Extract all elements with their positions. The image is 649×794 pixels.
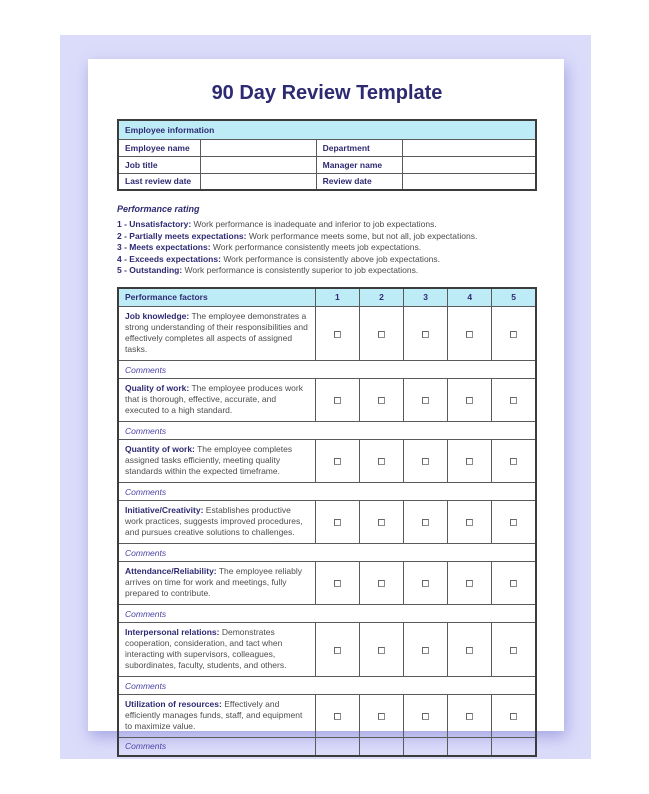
checkbox-icon[interactable]: [334, 647, 341, 654]
checkbox-icon[interactable]: [422, 647, 429, 654]
table-row: [118, 173, 536, 190]
rating-checkbox-cell[interactable]: [359, 501, 403, 544]
rating-column-4: 4: [448, 288, 492, 307]
factor-description: Job knowledge: The employee demonstrates a strong understanding of their responsibilities and effectively completes all aspects of assigned tasks.: [118, 307, 315, 361]
rating-checkbox-cell[interactable]: [315, 501, 359, 544]
rating-checkbox-cell[interactable]: [448, 501, 492, 544]
checkbox-icon[interactable]: [422, 580, 429, 587]
comments-row: [118, 483, 536, 501]
checkbox-icon[interactable]: [378, 580, 385, 587]
rating-checkbox-cell[interactable]: [448, 379, 492, 422]
checkbox-icon[interactable]: [466, 647, 473, 654]
employee-name-field[interactable]: [201, 139, 316, 156]
rating-checkbox-cell[interactable]: [404, 501, 448, 544]
last-review-date-field[interactable]: [201, 173, 316, 190]
page-title: 90 Day Review Template: [211, 82, 443, 104]
checkbox-icon[interactable]: [466, 580, 473, 587]
rating-level-4: 4 - Exceeds expectations: Work performance is consistently above job expectations.: [117, 253, 441, 264]
rating-checkbox-cell[interactable]: [492, 379, 536, 422]
rating-checkbox-cell[interactable]: [492, 562, 536, 605]
performance-rating-section: [117, 204, 537, 277]
checkbox-icon[interactable]: [510, 519, 517, 526]
checkbox-icon[interactable]: [378, 647, 385, 654]
table-row: [118, 139, 536, 156]
factor-description: Initiative/Creativity: Establishes productive work practices, suggests improved procedures, and pursues creative solutions to challenges.: [118, 501, 315, 544]
checkbox-icon[interactable]: [510, 331, 517, 338]
rating-checkbox-cell[interactable]: [359, 379, 403, 422]
checkbox-icon[interactable]: [334, 713, 341, 720]
job-title-label: Job title: [118, 156, 201, 173]
empty-rating-cell[interactable]: [404, 738, 448, 756]
manager-name-label: Manager name: [316, 156, 403, 173]
rating-checkbox-cell[interactable]: [404, 379, 448, 422]
empty-rating-cell[interactable]: [359, 738, 403, 756]
checkbox-icon[interactable]: [510, 647, 517, 654]
checkbox-icon[interactable]: [466, 397, 473, 404]
table-row: [118, 156, 536, 173]
employee-info-table: [117, 119, 537, 191]
comments-row: [118, 422, 536, 440]
rating-checkbox-cell[interactable]: [492, 623, 536, 677]
checkbox-icon[interactable]: [466, 713, 473, 720]
rating-column-2: 2: [359, 288, 403, 307]
employee-info-header-row: [118, 120, 536, 139]
checkbox-icon[interactable]: [422, 519, 429, 526]
rating-checkbox-cell[interactable]: [448, 695, 492, 738]
department-field[interactable]: [403, 139, 536, 156]
review-date-label: Review date: [316, 173, 403, 190]
factor-description: Attendance/Reliability: The employee reliably arrives on time for work and meetings, fully prepared to contribute.: [118, 562, 315, 605]
checkbox-icon[interactable]: [378, 458, 385, 465]
comments-cell[interactable]: Comments: [118, 677, 536, 695]
rating-level-1: 1 - Unsatisfactory: Work performance is inadequate and inferior to job expectations.: [117, 219, 437, 229]
factor-description: Quality of work: The employee produces work that is thorough, effective, accurate, and executed to a high standard.: [118, 379, 315, 422]
comments-row: [118, 605, 536, 623]
rating-column-1: 1: [315, 288, 359, 307]
rating-checkbox-cell[interactable]: [404, 307, 448, 361]
rating-checkbox-cell[interactable]: [404, 623, 448, 677]
checkbox-icon[interactable]: [466, 458, 473, 465]
checkbox-icon[interactable]: [422, 458, 429, 465]
factor-row-utilization-of-resources: [118, 695, 536, 738]
performance-factors-header: Performance factors: [118, 288, 315, 307]
lavender-backdrop: [60, 35, 591, 759]
rating-checkbox-cell[interactable]: [404, 562, 448, 605]
empty-rating-cell[interactable]: [492, 738, 536, 756]
comments-row: [118, 544, 536, 562]
manager-name-field[interactable]: [403, 156, 536, 173]
checkbox-icon[interactable]: [334, 331, 341, 338]
rating-checkbox-cell[interactable]: [448, 562, 492, 605]
checkbox-icon[interactable]: [334, 397, 341, 404]
rating-checkbox-cell[interactable]: [404, 695, 448, 738]
rating-level-3: 3 - Meets expectations: Work performance consistently meets job expectations.: [117, 242, 422, 252]
empty-rating-cell[interactable]: [315, 738, 359, 756]
checkbox-icon[interactable]: [378, 331, 385, 338]
checkbox-icon[interactable]: [422, 331, 429, 338]
checkbox-icon[interactable]: [422, 713, 429, 720]
rating-checkbox-cell[interactable]: [448, 440, 492, 483]
factor-row-quantity-of-work: [118, 440, 536, 483]
factor-row-quality-of-work: [118, 379, 536, 422]
rating-checkbox-cell[interactable]: [448, 623, 492, 677]
comments-row: [118, 677, 536, 695]
rating-column-3: 3: [404, 288, 448, 307]
empty-rating-cell[interactable]: [448, 738, 492, 756]
factor-row-job-knowledge: [118, 307, 536, 361]
comments-row-last: [118, 738, 536, 756]
comments-cell[interactable]: Comments: [118, 544, 536, 562]
review-date-field[interactable]: [403, 173, 536, 190]
rating-checkbox-cell[interactable]: [315, 379, 359, 422]
employee-name-label: Employee name: [118, 139, 201, 156]
rating-checkbox-cell[interactable]: [315, 623, 359, 677]
checkbox-icon[interactable]: [334, 458, 341, 465]
rating-checkbox-cell[interactable]: [315, 440, 359, 483]
document-page: [88, 59, 564, 752]
checkbox-icon[interactable]: [378, 519, 385, 526]
checkbox-icon[interactable]: [510, 397, 517, 404]
rating-checkbox-cell[interactable]: [492, 501, 536, 544]
rating-checkbox-cell[interactable]: [315, 562, 359, 605]
checkbox-icon[interactable]: [510, 458, 517, 465]
factor-row-interpersonal-relations: [118, 623, 536, 677]
factor-description: Utilization of resources: Effectively and efficiently manages funds, staff, and equipment to maximize value.: [118, 695, 315, 738]
performance-rating-heading: Performance rating: [117, 204, 200, 214]
rating-checkbox-cell[interactable]: [492, 307, 536, 361]
checkbox-icon[interactable]: [422, 397, 429, 404]
checkbox-icon[interactable]: [334, 580, 341, 587]
rating-checkbox-cell[interactable]: [448, 307, 492, 361]
checkbox-icon[interactable]: [466, 519, 473, 526]
performance-factors-header-row: [118, 288, 536, 307]
department-label: Department: [316, 139, 403, 156]
rating-level-5: 5 - Outstanding: Work performance is consistently superior to job expectations.: [117, 265, 419, 275]
checkbox-icon[interactable]: [510, 713, 517, 720]
rating-checkbox-cell[interactable]: [359, 562, 403, 605]
factor-row-initiative-creativity: [118, 501, 536, 544]
checkbox-icon[interactable]: [334, 519, 341, 526]
rating-checkbox-cell[interactable]: [359, 695, 403, 738]
employee-info-header: Employee information: [118, 120, 536, 139]
rating-column-5: 5: [492, 288, 536, 307]
performance-factors-table: [117, 287, 537, 757]
checkbox-icon[interactable]: [466, 331, 473, 338]
checkbox-icon[interactable]: [378, 397, 385, 404]
factor-description: Interpersonal relations: Demonstrates cooperation, consideration, and tact when interacting with supervisors, colleagues, subordinates, faculty, students, and others.: [118, 623, 315, 677]
rating-checkbox-cell[interactable]: [359, 623, 403, 677]
comments-cell[interactable]: Comments: [118, 605, 536, 623]
factor-description: Quantity of work: The employee completes assigned tasks efficiently, meeting quality standards within the expected timeframe.: [118, 440, 315, 483]
last-review-date-label: Last review date: [118, 173, 201, 190]
rating-checkbox-cell[interactable]: [359, 307, 403, 361]
rating-checkbox-cell[interactable]: [404, 440, 448, 483]
job-title-field[interactable]: [201, 156, 316, 173]
comments-cell[interactable]: Comments: [118, 738, 315, 756]
rating-checkbox-cell[interactable]: [359, 440, 403, 483]
rating-checkbox-cell[interactable]: [492, 695, 536, 738]
rating-checkbox-cell[interactable]: [315, 695, 359, 738]
checkbox-icon[interactable]: [510, 580, 517, 587]
checkbox-icon[interactable]: [378, 713, 385, 720]
rating-level-2: 2 - Partially meets expectations: Work performance meets some, but not all, job expectations.: [117, 230, 478, 241]
rating-checkbox-cell[interactable]: [492, 440, 536, 483]
comments-cell[interactable]: Comments: [118, 483, 536, 501]
comments-cell[interactable]: Comments: [118, 422, 536, 440]
comments-row: [118, 361, 536, 379]
comments-cell[interactable]: Comments: [118, 361, 536, 379]
factor-row-attendance-reliability: [118, 562, 536, 605]
rating-checkbox-cell[interactable]: [315, 307, 359, 361]
